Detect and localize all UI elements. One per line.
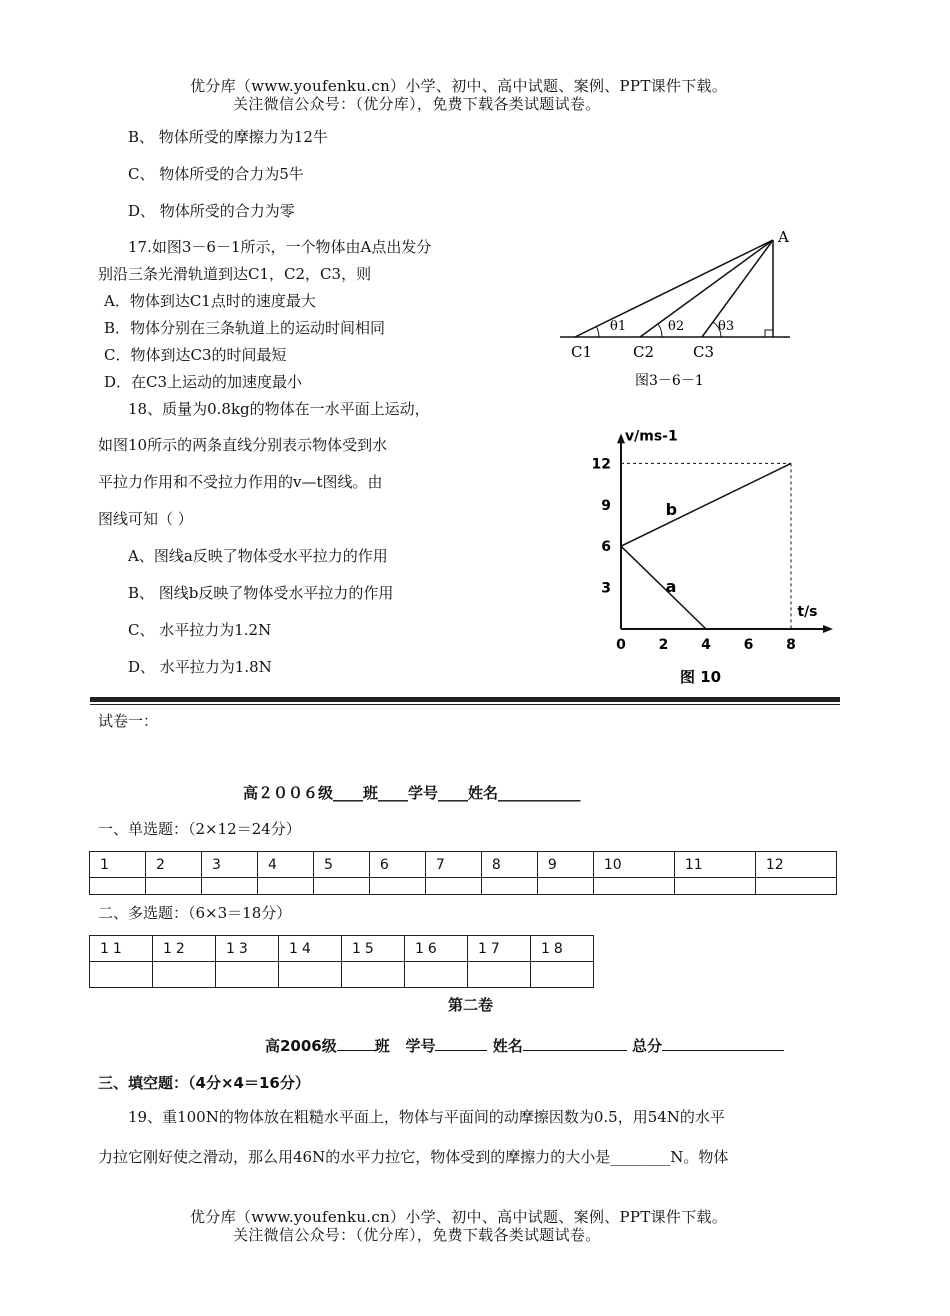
y-axis-arrow bbox=[617, 433, 625, 443]
single-header-4: 4 bbox=[257, 852, 313, 878]
x-axis-title: t/s bbox=[797, 604, 818, 620]
incline-diagram bbox=[555, 222, 805, 392]
q18-option-a: A、图线a反映了物体受水平拉力的作用 bbox=[128, 547, 388, 565]
figure-caption: 图3－6－1 bbox=[635, 373, 704, 389]
multi-answer-cell-18[interactable] bbox=[531, 962, 594, 988]
single-header-11: 11 bbox=[674, 852, 755, 878]
total-score-label: 总分 bbox=[631, 1037, 662, 1055]
q18-option-c: C、 水平拉力为1.2N bbox=[128, 621, 272, 639]
name-label: 姓名 bbox=[492, 1037, 523, 1055]
series-label-a: a bbox=[665, 577, 677, 597]
multi-header-12: 12 bbox=[153, 936, 216, 962]
multi-header-11: 11 bbox=[90, 936, 153, 962]
x-tick-label: 4 bbox=[701, 637, 711, 653]
y-tick-label: 6 bbox=[601, 539, 611, 556]
single-header-8: 8 bbox=[481, 852, 537, 878]
angle-theta1-label: θ1 bbox=[610, 319, 627, 334]
name-blank[interactable] bbox=[523, 1036, 627, 1051]
section3-title: 三、填空题：（4分×4＝16分） bbox=[98, 1074, 310, 1092]
multi-choice-answer-table bbox=[89, 935, 594, 988]
y-tick-label: 3 bbox=[601, 580, 611, 597]
class-label: 班 bbox=[374, 1037, 390, 1055]
single-answer-cell-3[interactable] bbox=[201, 878, 257, 895]
single-header-5: 5 bbox=[313, 852, 369, 878]
point-c2-label: C2 bbox=[633, 343, 655, 361]
single-answer-cell-7[interactable] bbox=[425, 878, 481, 895]
class-info-line-1: 高２００６级____班____学号____姓名___________ bbox=[243, 784, 581, 802]
multi-answer-cell-11[interactable] bbox=[90, 962, 153, 988]
section2-title: 二、多选题：（6×3＝18分） bbox=[98, 904, 292, 922]
x-tick-label: 8 bbox=[786, 637, 796, 653]
q18-stem-line-3: 平拉力作用和不受拉力作用的v—t图线。由 bbox=[98, 473, 383, 491]
q18-stem-line-2: 如图10所示的两条直线分别表示物体受到水 bbox=[98, 436, 388, 454]
single-answer-cell-1[interactable] bbox=[90, 878, 146, 895]
series-line-a bbox=[621, 546, 706, 629]
student-id-label: 学号 bbox=[405, 1037, 436, 1055]
single-answer-cell-4[interactable] bbox=[257, 878, 313, 895]
q17-option-b: B．物体分别在三条轨道上的运动时间相同 bbox=[104, 319, 386, 337]
q18-option-b: B、 图线b反映了物体受水平拉力的作用 bbox=[128, 584, 394, 602]
series-label-b: b bbox=[665, 499, 678, 519]
single-header-6: 6 bbox=[369, 852, 425, 878]
section-divider-thin bbox=[90, 704, 840, 705]
single-header-7: 7 bbox=[425, 852, 481, 878]
single-header-9: 9 bbox=[537, 852, 593, 878]
q18-option-d: D、 水平拉力为1.8N bbox=[128, 658, 272, 676]
multi-header-15: 15 bbox=[342, 936, 405, 962]
multi-answer-cell-17[interactable] bbox=[468, 962, 531, 988]
multi-answer-cell-16[interactable] bbox=[405, 962, 468, 988]
single-header-10: 10 bbox=[593, 852, 674, 878]
paper-one-label: 试卷一： bbox=[98, 712, 159, 730]
x-tick-label: 2 bbox=[658, 637, 669, 653]
q18-stem-line-1: 18、质量为0.8kg的物体在一水平面上运动， bbox=[128, 400, 430, 418]
multi-answer-cell-15[interactable] bbox=[342, 962, 405, 988]
x-tick-label: 0 bbox=[616, 637, 626, 653]
total-score-blank[interactable] bbox=[662, 1036, 784, 1051]
single-answer-cell-2[interactable] bbox=[145, 878, 201, 895]
multi-header-14: 14 bbox=[279, 936, 342, 962]
single-answer-cell-8[interactable] bbox=[481, 878, 537, 895]
single-answer-cell-9[interactable] bbox=[537, 878, 593, 895]
multi-answer-cell-13[interactable] bbox=[216, 962, 279, 988]
point-c1-label: C1 bbox=[571, 343, 593, 361]
part-two-title: 第二卷 bbox=[448, 996, 494, 1014]
multi-header-17: 17 bbox=[468, 936, 531, 962]
q17-stem-line-1: 17.如图3－6－1所示，一个物体由A点出发分 bbox=[128, 238, 432, 256]
q16-option-c: C、 物体所受的合力为5牛 bbox=[128, 165, 304, 183]
single-header-2: 2 bbox=[145, 852, 201, 878]
multi-header-13: 13 bbox=[216, 936, 279, 962]
x-tick-label: 6 bbox=[743, 637, 754, 653]
grade-label: 高2006级 bbox=[265, 1037, 337, 1055]
single-answer-cell-11[interactable] bbox=[674, 878, 755, 895]
q17-option-d: D．在C3上运动的加速度最小 bbox=[104, 373, 303, 391]
y-tick-label: 9 bbox=[601, 497, 611, 514]
multi-answer-cell-14[interactable] bbox=[279, 962, 342, 988]
q16-option-b: B、 物体所受的摩擦力为12牛 bbox=[128, 128, 328, 146]
single-answer-cell-6[interactable] bbox=[369, 878, 425, 895]
q17-stem-line-2: 别沿三条光滑轨道到达C1，C2，C3，则 bbox=[98, 265, 372, 283]
chart-caption: 图 10 bbox=[680, 668, 722, 686]
section-divider bbox=[90, 697, 840, 702]
q19-line-1: 19、重100N的物体放在粗糙水平面上，物体与平面间的动摩擦因数为0.5，用54N的水平 bbox=[128, 1108, 725, 1126]
single-answer-cell-12[interactable] bbox=[755, 878, 836, 895]
class-blank[interactable] bbox=[337, 1036, 375, 1051]
header-line-2: 关注微信公众号：（优分库），免费下载各类试题试卷。 bbox=[233, 95, 601, 113]
section1-title: 一、单选题：（2×12＝24分） bbox=[98, 820, 301, 838]
q17-option-c: C．物体到达C3的时间最短 bbox=[104, 346, 287, 364]
single-choice-answer-table bbox=[89, 851, 837, 895]
class-info-line-2 bbox=[265, 1035, 784, 1056]
multi-header-18: 18 bbox=[531, 936, 594, 962]
student-id-blank[interactable] bbox=[435, 1036, 487, 1051]
single-answer-cell-5[interactable] bbox=[313, 878, 369, 895]
y-axis-title: v/ms-1 bbox=[625, 428, 678, 445]
footer-line-2: 关注微信公众号：（优分库），免费下载各类试题试卷。 bbox=[233, 1226, 601, 1244]
angle-theta3-label: θ3 bbox=[718, 319, 735, 334]
footer-line-1: 优分库（www.youfenku.cn）小学、初中、高中试题、案例、PPT课件下载。 bbox=[190, 1208, 728, 1226]
q16-option-d: D、 物体所受的合力为零 bbox=[128, 202, 295, 220]
q17-option-a: A．物体到达C1点时的速度最大 bbox=[104, 292, 316, 310]
single-header-3: 3 bbox=[201, 852, 257, 878]
header-line-1: 优分库（www.youfenku.cn）小学、初中、高中试题、案例、PPT课件下载。 bbox=[190, 77, 728, 95]
single-header-12: 12 bbox=[755, 852, 836, 878]
multi-header-16: 16 bbox=[405, 936, 468, 962]
single-header-1: 1 bbox=[90, 852, 146, 878]
vt-chart bbox=[585, 425, 850, 695]
q19-line-2: 力拉它刚好使之滑动，那么用46N的水平力拉它，物体受到的摩擦力的大小是________N。物体 bbox=[98, 1148, 729, 1166]
x-axis-arrow bbox=[823, 625, 833, 633]
angle-theta2-label: θ2 bbox=[668, 319, 685, 334]
series-line-b bbox=[621, 463, 791, 546]
single-answer-cell-10[interactable] bbox=[593, 878, 674, 895]
y-tick-label: 12 bbox=[591, 456, 611, 473]
point-a-label: A bbox=[778, 228, 789, 246]
point-c3-label: C3 bbox=[693, 343, 715, 361]
q18-stem-line-4: 图线可知（ ） bbox=[98, 510, 193, 528]
multi-answer-cell-12[interactable] bbox=[153, 962, 216, 988]
